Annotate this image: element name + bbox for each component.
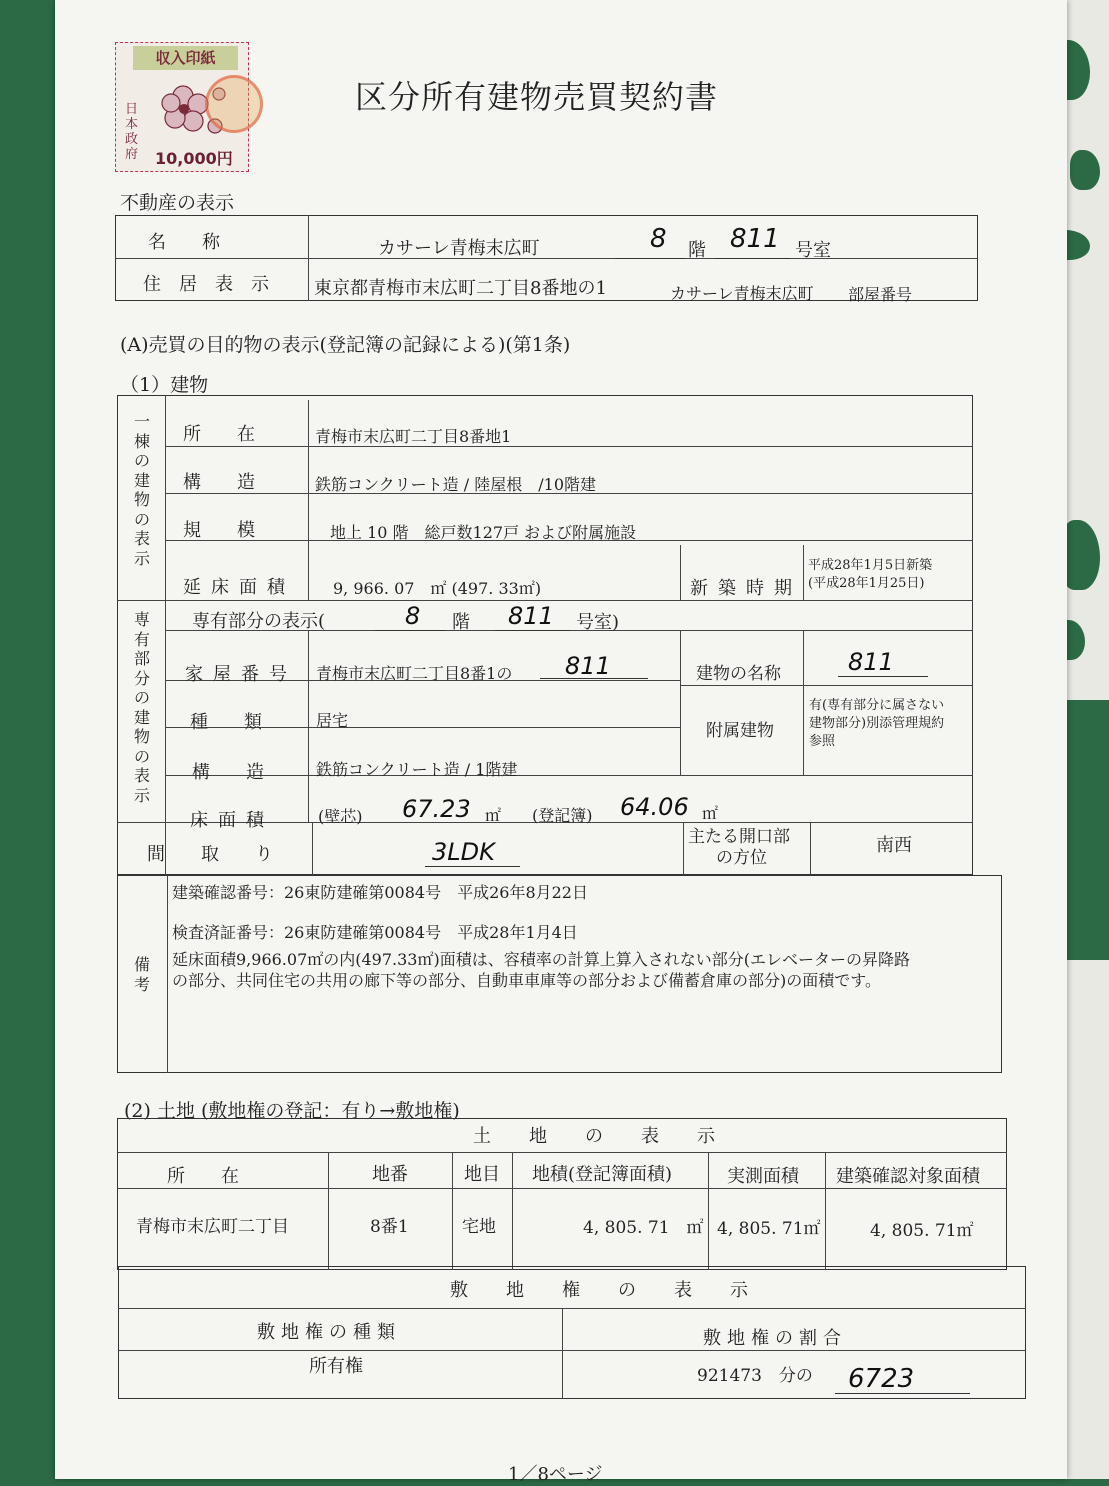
divider — [680, 630, 681, 775]
divider — [117, 1152, 1007, 1153]
new-build-registered: (平成28年1月25日) — [808, 576, 925, 591]
ex-area-reg-handwritten: 64.06 — [620, 793, 689, 821]
floor-area-label: 延床面積 — [183, 577, 295, 598]
underline — [495, 630, 570, 631]
ex-area-wall-handwritten: 67.23 — [402, 795, 471, 823]
property-section-label: 不動産の表示 — [120, 192, 235, 214]
divider — [117, 1188, 1007, 1189]
opening-label-1: 主たる開口部 — [688, 827, 790, 847]
new-build-label: 新築時期 — [690, 578, 802, 599]
divider — [680, 545, 681, 600]
annex-value-1: 有(専有部分に属さない — [809, 698, 945, 713]
building-name-label: 建物の名称 — [696, 664, 781, 684]
divider — [683, 822, 684, 875]
floor-suffix: 階 — [688, 240, 706, 261]
name-label: 名 称 — [148, 232, 220, 253]
land-header-lot: 地番 — [372, 1164, 408, 1185]
ex-area-reg-unit: ㎡ — [702, 804, 719, 823]
address-building: カサーレ青梅末広町 — [670, 284, 814, 303]
type-label: 種 類 — [190, 712, 262, 733]
site-right-title: 敷 地 権 の 表 示 — [450, 1280, 758, 1301]
new-build-date: 平成28年1月5日新築 — [808, 558, 933, 573]
ex-area-unit: ㎡ — [485, 806, 502, 825]
location-value: 青梅市末広町二丁目8番地1 — [315, 427, 512, 446]
structure-label: 構 造 — [183, 472, 255, 493]
stamp-amount: 10,000円 — [155, 149, 233, 168]
scale-value: 地上 10 階 総戸数127戸 および附属施設 — [330, 523, 637, 542]
site-right-type-label: 敷地権の種類 — [257, 1322, 401, 1343]
divider — [312, 822, 313, 875]
divider — [115, 258, 978, 259]
building-name-handwritten: 811 — [848, 648, 894, 676]
divider — [118, 1308, 1026, 1309]
type-value: 居宅 — [316, 711, 349, 730]
divider — [452, 1152, 453, 1270]
room-handwritten: 811 — [730, 224, 780, 254]
floor-handwritten: 8 — [650, 224, 667, 254]
site-right-ratio-handwritten: 6723 — [848, 1364, 915, 1394]
layout-label: 間 取 り — [147, 844, 273, 865]
site-right-ratio-label: 敷地権の割合 — [703, 1328, 847, 1349]
underline — [540, 678, 648, 679]
underline — [715, 258, 790, 259]
layout-handwritten: 3LDK — [432, 838, 495, 866]
address-room-label: 部屋番号 — [848, 285, 913, 304]
divider — [680, 685, 973, 686]
ex-area-reg-label: (登記簿) — [532, 806, 593, 825]
divider — [165, 775, 973, 776]
divider — [165, 446, 973, 447]
ex-area-label: 床面積 — [190, 810, 274, 831]
address-label: 住 居 表 示 — [143, 274, 269, 295]
ex-area-wall-label: (壁芯) — [318, 807, 363, 826]
underline — [838, 676, 928, 677]
site-right-type-value: 所有権 — [309, 1356, 363, 1377]
exclusive-label: 専有部分の建物の表示 — [133, 610, 150, 805]
stamp-side-text: 日本政府 — [125, 102, 139, 162]
building-subheading: （1）建物 — [120, 374, 209, 396]
divider — [803, 630, 804, 775]
divider — [512, 1152, 513, 1270]
divider — [308, 400, 309, 600]
location-label: 所 在 — [183, 424, 255, 445]
house-number-label: 家屋番号 — [185, 664, 297, 685]
exclusive-floor-suffix: 階 — [452, 612, 470, 633]
remarks-line-2: 検査済証番号：26東防建確第0084号 平成28年1月4日 — [172, 923, 578, 942]
land-header-confirmation-area: 建築確認対象面積 — [836, 1166, 980, 1187]
site-right-ratio-value: 921473 分の — [697, 1366, 813, 1386]
divider — [167, 875, 168, 1073]
land-registered-area: 4, 805. 71 ㎡ — [583, 1218, 704, 1238]
document-title: 区分所有建物売買契約書 — [355, 78, 719, 116]
divider — [118, 1350, 1026, 1351]
seal-stamp — [205, 75, 263, 133]
exclusive-floor-handwritten: 8 — [405, 602, 421, 630]
address-value: 東京都青梅市末広町二丁目8番地の1 — [314, 278, 607, 299]
land-header-measured-area: 実測面積 — [727, 1166, 799, 1187]
floor-area-value: 9, 966. 07 ㎡ (497. 33㎡) — [333, 579, 542, 598]
land-header-location: 所 在 — [167, 1166, 239, 1187]
divider — [308, 215, 309, 301]
divider — [117, 600, 973, 601]
house-number-handwritten: 811 — [565, 652, 611, 680]
exclusive-heading: 専有部分の表示( — [192, 611, 326, 632]
divider — [328, 1152, 329, 1270]
land-header-registered-area: 地積(登記簿面積) — [532, 1164, 673, 1185]
exclusive-room-handwritten: 811 — [508, 602, 554, 630]
house-number-value: 青梅市末広町二丁目8番1の — [316, 664, 513, 683]
divider — [810, 822, 811, 875]
ex-structure-label: 構 造 — [192, 762, 264, 783]
opening-value: 南西 — [876, 835, 912, 856]
land-category: 宅地 — [462, 1217, 496, 1237]
remarks-line-4: の部分、共同住宅の共用の廊下等の部分、自動車車庫等の部分および備蓄倉庫の部分)の面積です。 — [172, 971, 881, 990]
land-header-category: 地目 — [464, 1164, 500, 1185]
land-confirmation-area: 4, 805. 71㎡ — [870, 1221, 974, 1241]
remarks-label: 備考 — [133, 955, 150, 994]
name-value: カサーレ青梅末広町 — [378, 238, 540, 259]
annex-value-3: 参照 — [809, 734, 836, 749]
annex-label: 附属建物 — [706, 721, 774, 741]
underline — [615, 258, 685, 259]
land-lot: 8番1 — [370, 1217, 409, 1237]
section-a-heading: (A)売買の目的物の表示(登記簿の記録による)(第1条) — [120, 334, 571, 356]
land-location: 青梅市末広町二丁目 — [136, 1217, 289, 1237]
annex-value-2: 建物部分)別添管理規約 — [809, 716, 945, 731]
land-table-title: 土 地 の 表 示 — [473, 1126, 725, 1147]
scale-label: 規 模 — [183, 520, 255, 541]
page-number: 1／8ページ — [508, 1464, 603, 1485]
divider — [708, 1152, 709, 1270]
exclusive-room-suffix: 号室) — [576, 612, 620, 633]
stamp-header: 収入印紙 — [133, 46, 238, 70]
divider — [308, 630, 309, 822]
ex-structure-value: 鉄筋コンクリート造 / 1階建 — [316, 760, 518, 779]
whole-building-label: 一棟の建物の表示 — [133, 412, 150, 568]
remarks-line-1: 建築確認番号：26東防建確第0084号 平成26年8月22日 — [172, 883, 588, 902]
divider — [803, 545, 804, 600]
underline — [835, 1393, 970, 1394]
underline — [375, 630, 445, 631]
room-suffix: 号室 — [795, 240, 831, 261]
divider — [562, 1308, 563, 1399]
divider — [825, 1152, 826, 1270]
structure-value: 鉄筋コンクリート造 / 陸屋根 /10階建 — [315, 475, 596, 494]
land-heading: (2) 土地 (敷地権の登記：有り→敷地権) — [124, 1100, 460, 1122]
underline — [425, 866, 520, 867]
opening-label-2: の方位 — [716, 848, 767, 868]
remarks-line-3: 延床面積9,966.07㎡の内(497.33㎡)面積は、容積率の計算上算入されない部分(エレベーターの昇降路 — [172, 950, 910, 969]
land-measured-area: 4, 805. 71㎡ — [717, 1219, 821, 1239]
divider — [165, 395, 166, 875]
